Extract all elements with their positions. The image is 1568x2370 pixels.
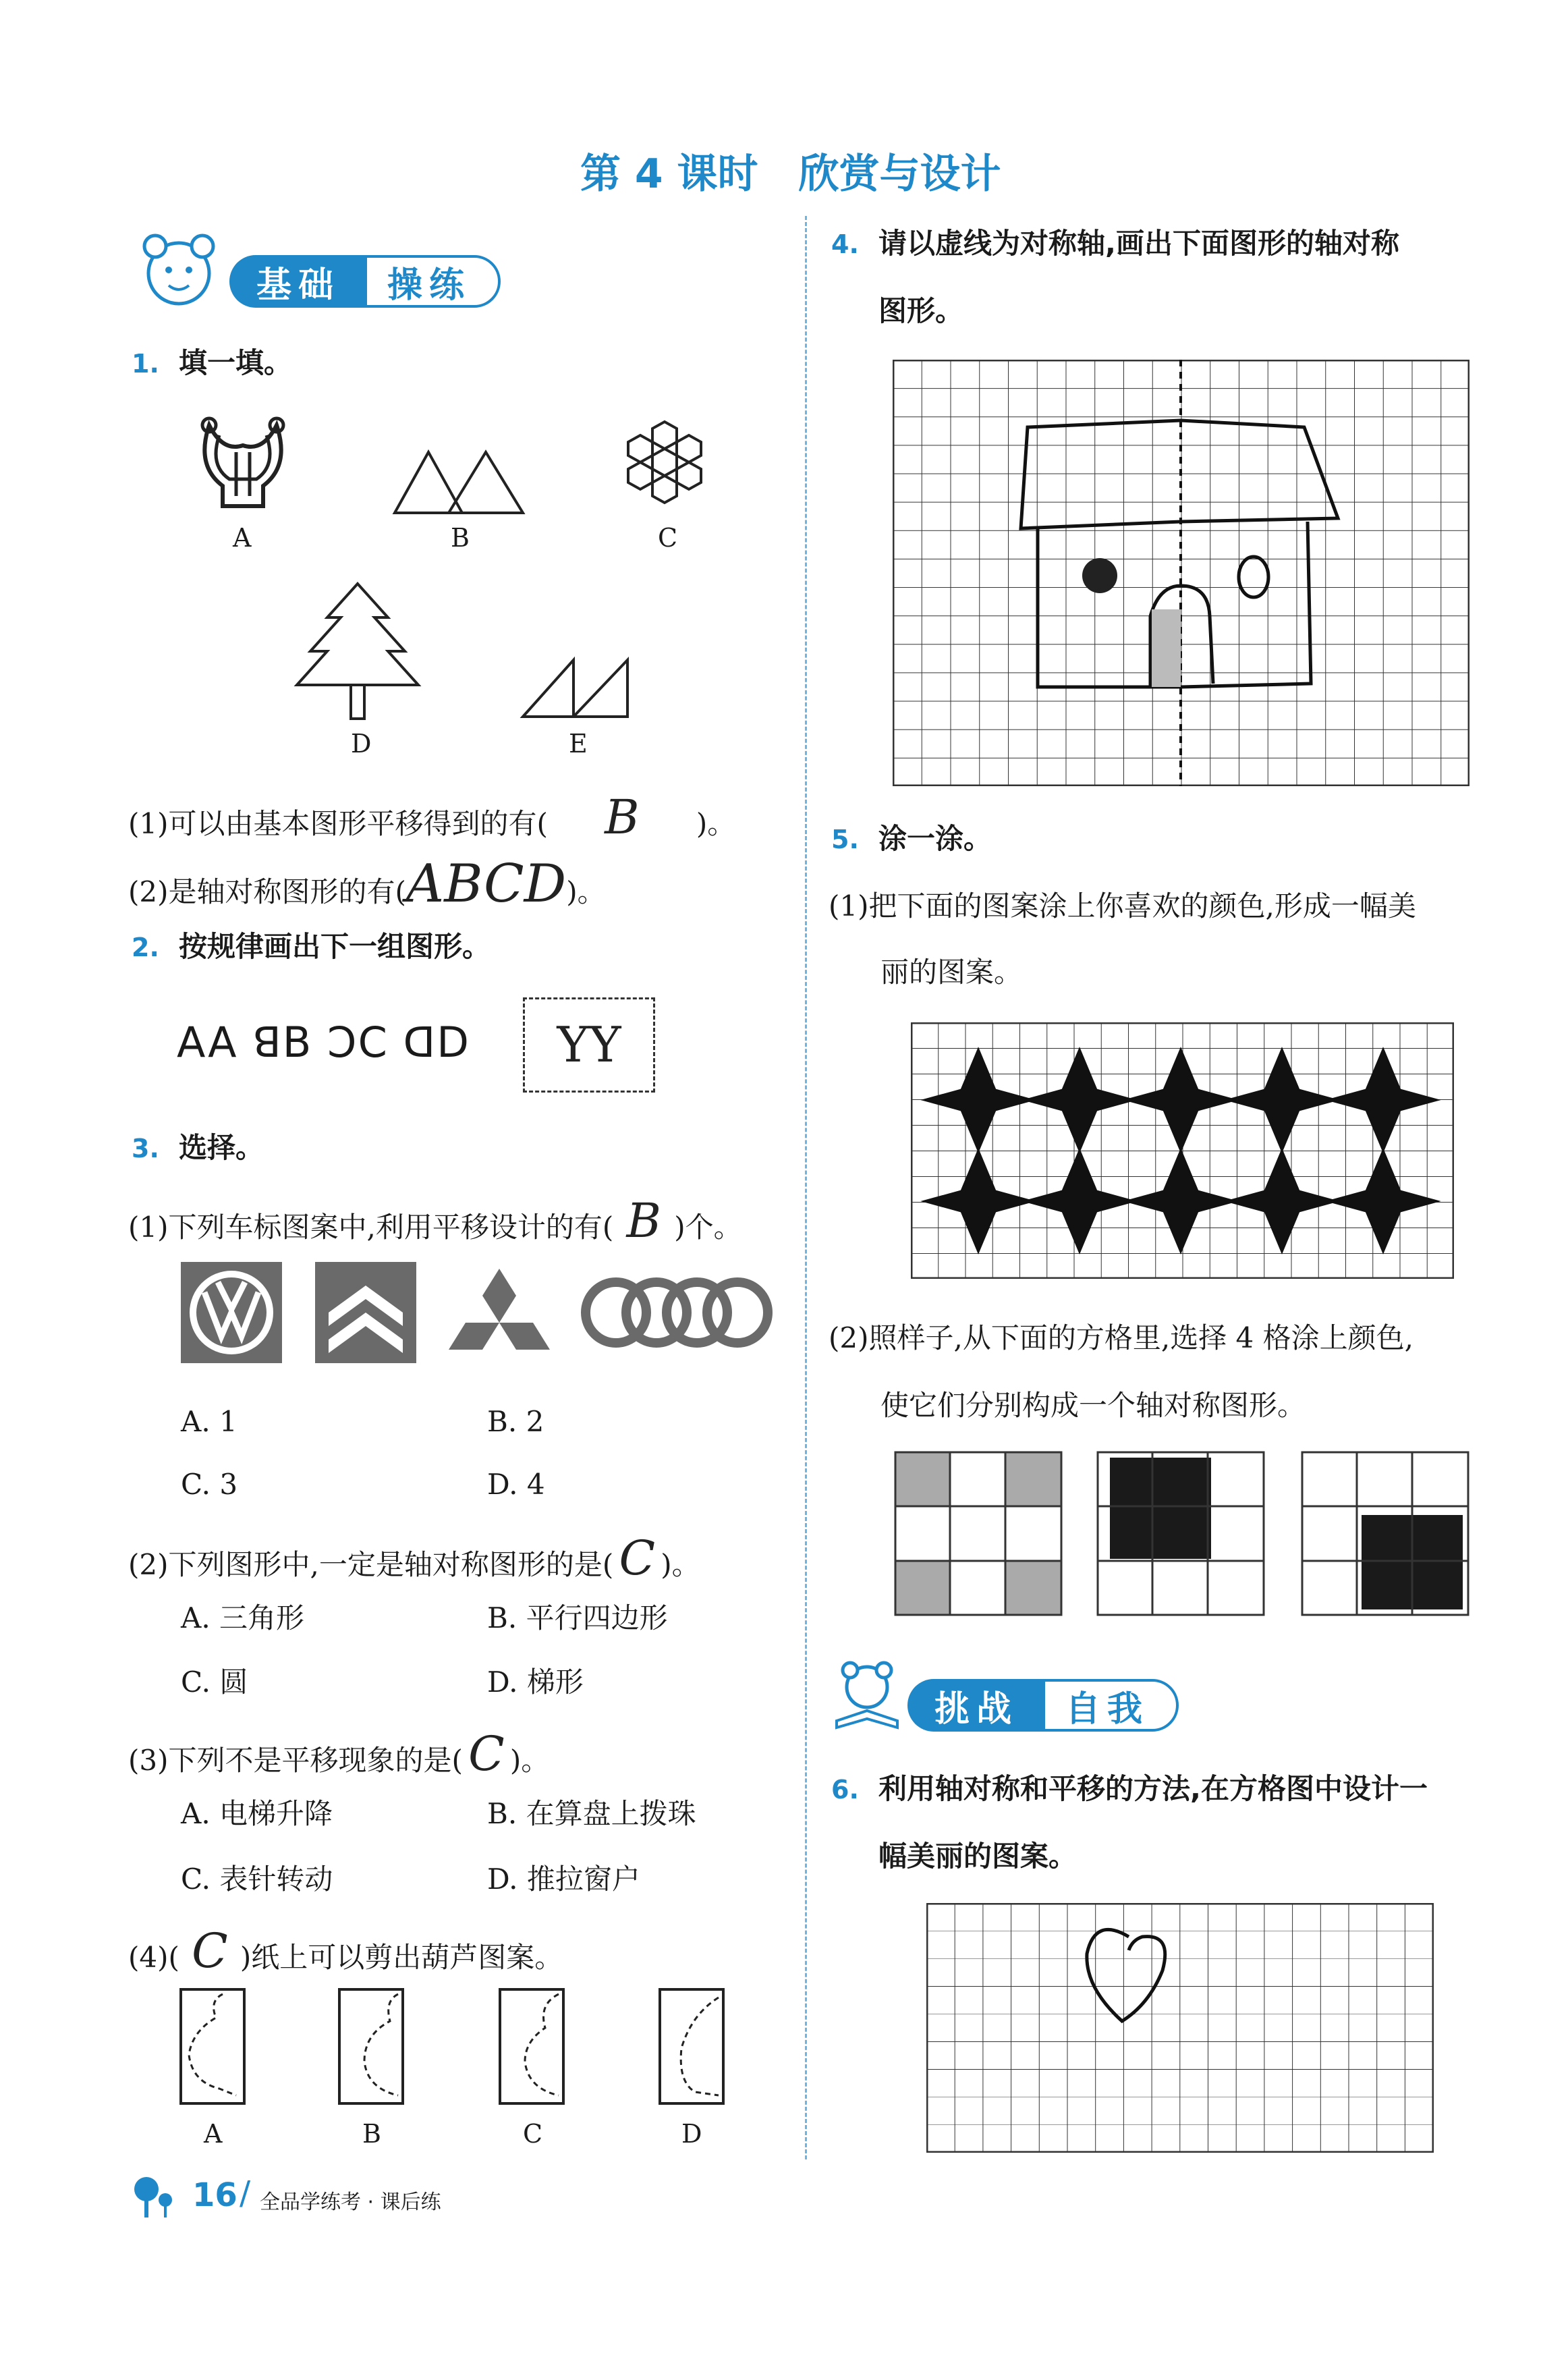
q3-p3-option-b: B. 在算盘上拨珠	[487, 1797, 696, 1830]
lesson-title: 第 4 课时 欣赏与设计	[580, 150, 1001, 198]
q6-number: 6.	[831, 1775, 859, 1804]
q6-design-grid[interactable]	[926, 1903, 1434, 2153]
q1-text: 填一填。	[178, 346, 292, 379]
q5-number: 5.	[831, 825, 859, 854]
q3-p3-option-a: A. 电梯升降	[181, 1797, 333, 1830]
q4-line2: 图形。	[878, 294, 964, 327]
q5-heading	[831, 817, 992, 857]
q5-p2-line2: 使它们分别构成一个轴对称图形。	[880, 1389, 1306, 1422]
q5-p2-line1: (2)照样子,从下面的方格里,选择 4 格涂上颜色,	[829, 1321, 1413, 1354]
figure-label-b: B	[451, 523, 470, 553]
q5-answer-grid-2[interactable]	[1301, 1451, 1469, 1616]
q1-part1-after: )。	[696, 807, 736, 840]
gourd-label-c: C	[523, 2119, 543, 2149]
gourd-label-a: A	[204, 2119, 223, 2149]
q3-part4-after: )纸上可以剪出葫芦图案。	[240, 1941, 563, 1974]
gourd-paper-d	[658, 1987, 725, 2105]
q3-p3-option-c: C. 表针转动	[181, 1863, 333, 1896]
q1-part2-before: (2)是轴对称图形的有(	[128, 875, 406, 908]
q6-line1: 利用轴对称和平移的方法,在方格图中设计一	[878, 1772, 1428, 1805]
q3-p1-option-a: A. 1	[181, 1405, 237, 1438]
q3-part1	[128, 1193, 803, 1248]
figure-a-lyre	[189, 405, 297, 520]
q1-part2	[128, 854, 789, 914]
q3-part2-before: (2)下列图形中,一定是轴对称图形的是(	[128, 1548, 614, 1581]
figure-label-d: D	[351, 729, 372, 759]
q4-line1: 请以虚线为对称轴,画出下面图形的轴对称	[878, 227, 1399, 260]
q3-part4-answer[interactable]: C	[192, 1923, 228, 1979]
q2-sequence: AA ꓭB ƆC ꓷD	[177, 1018, 470, 1067]
vw-logo-icon	[181, 1262, 282, 1363]
q3-part2-answer[interactable]: C	[619, 1531, 656, 1586]
q3-heading	[132, 1126, 264, 1166]
q3-part1-before: (1)下列车标图案中,利用平移设计的有(	[128, 1211, 614, 1244]
q3-part4	[128, 1923, 803, 1979]
q1-part2-answer[interactable]: ABCD	[405, 854, 567, 914]
gourd-paper-b	[337, 1987, 405, 2105]
gourd-paper-c	[498, 1987, 565, 2105]
gourd-paper-a	[179, 1987, 246, 2105]
q3-part3-answer[interactable]: C	[468, 1726, 505, 1782]
q1-part1-before: (1)可以由基本图形平移得到的有(	[128, 807, 548, 840]
page-number: 16	[192, 2176, 237, 2214]
q3-part3-after: )。	[509, 1744, 550, 1777]
section-challenge-header	[907, 1677, 1179, 1734]
q3-part3-before: (3)下列不是平移现象的是(	[128, 1744, 463, 1777]
q5-text: 涂一涂。	[878, 822, 992, 855]
q3-text: 选择。	[178, 1131, 264, 1164]
q3-p2-option-a: A. 三角形	[181, 1601, 305, 1634]
q3-p2-option-d: D. 梯形	[487, 1665, 584, 1699]
q2-text: 按规律画出下一组图形。	[178, 930, 491, 963]
gourd-label-d: D	[681, 2119, 702, 2149]
q6-heading	[831, 1767, 1428, 1807]
q3-p2-option-c: C. 圆	[181, 1665, 248, 1699]
mitsubishi-logo-icon	[449, 1269, 550, 1363]
q2-heading	[132, 925, 491, 965]
figure-e-right-triangles	[520, 655, 634, 722]
figure-label-c: C	[658, 523, 678, 553]
q1-number: 1.	[132, 349, 159, 379]
q5-pattern-grid[interactable]	[911, 1022, 1454, 1279]
q2-number: 2.	[132, 933, 159, 962]
q3-part3	[128, 1726, 803, 1782]
footer-book-title: 全品学练考 · 课后练	[260, 2190, 441, 2214]
q4-number: 4.	[831, 229, 859, 259]
figure-label-a: A	[233, 523, 252, 553]
q6-line2: 幅美丽的图案。	[878, 1840, 1077, 1873]
q1-part1-answer[interactable]: B	[605, 790, 640, 845]
q5-example-grid	[894, 1451, 1063, 1616]
mascot-reading-icon	[830, 1657, 904, 1731]
figure-c-hexagons	[611, 412, 719, 520]
tree-icon	[132, 2174, 179, 2222]
section-basic-header	[229, 253, 501, 310]
section-basic-a: 基础	[229, 255, 364, 308]
q1-part1	[128, 790, 789, 845]
q4-grid[interactable]	[893, 360, 1469, 786]
q1-heading	[132, 341, 292, 381]
q3-part1-answer[interactable]: B	[626, 1193, 661, 1248]
q3-p1-option-c: C. 3	[181, 1468, 238, 1501]
column-divider	[805, 216, 807, 2159]
q5-p1-line1: (1)把下面的图案涂上你喜欢的颜色,形成一幅美	[829, 889, 1416, 922]
citroen-logo-icon	[315, 1262, 416, 1363]
q3-part4-before: (4)(	[128, 1941, 179, 1974]
q5-answer-grid-1[interactable]	[1096, 1451, 1265, 1616]
q4-heading	[831, 221, 1399, 262]
figure-d-tree	[290, 580, 425, 722]
audi-logo-icon	[579, 1272, 775, 1353]
q3-p1-option-b: B. 2	[487, 1405, 544, 1438]
footer-slash-icon: /	[240, 2174, 251, 2212]
section-basic-b: 操练	[364, 255, 501, 308]
q2-answer-box[interactable]	[523, 997, 655, 1093]
q3-p1-option-d: D. 4	[487, 1468, 545, 1501]
q3-number: 3.	[132, 1134, 159, 1163]
bear-mascot-icon	[132, 226, 226, 314]
figure-b-triangles	[391, 445, 526, 520]
q5-p1-line2: 丽的图案。	[880, 956, 1023, 989]
q3-part2-after: )。	[661, 1548, 700, 1581]
q3-part1-after: )个。	[674, 1211, 742, 1244]
q3-p3-option-d: D. 推拉窗户	[487, 1863, 640, 1896]
figure-label-e: E	[569, 729, 588, 759]
q3-part2	[128, 1531, 803, 1586]
section-challenge-a: 挑战	[907, 1679, 1042, 1732]
section-challenge-b: 自我	[1042, 1679, 1179, 1732]
q1-part2-after: )。	[566, 875, 606, 908]
q3-p2-option-b: B. 平行四边形	[487, 1601, 668, 1634]
gourd-label-b: B	[362, 2119, 381, 2149]
q2-answer: YY	[557, 1016, 621, 1073]
